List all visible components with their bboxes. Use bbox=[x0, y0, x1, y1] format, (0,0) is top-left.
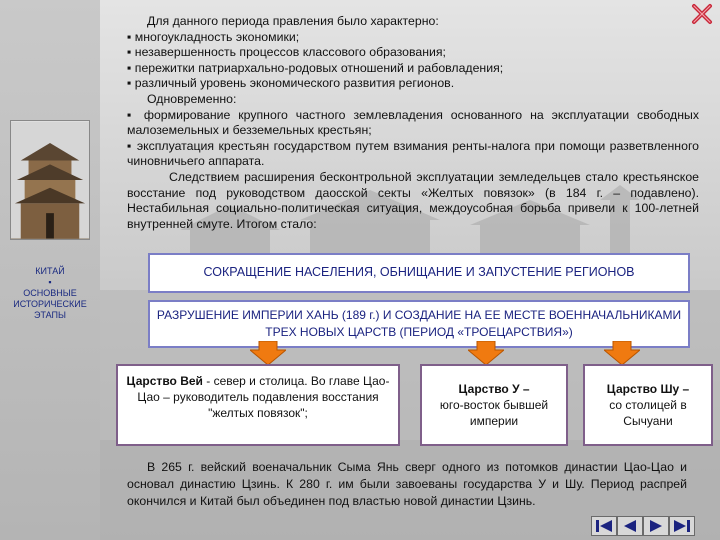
bullet-item: ▪ незавершенность процессов классового образования; bbox=[127, 45, 446, 60]
bullet-item: ▪ различный уровень экономического развития регионов. bbox=[127, 76, 455, 91]
meanwhile-text: Одновременно: bbox=[147, 91, 237, 106]
nav-china[interactable]: КИТАЙ bbox=[35, 266, 65, 276]
nav-main-3[interactable]: ЭТАПЫ bbox=[33, 310, 66, 320]
result-box-population: СОКРАЩЕНИЕ НАСЕЛЕНИЯ, ОБНИЩАНИЕ И ЗАПУСТЕНИЕ РЕГИОНОВ bbox=[148, 253, 690, 293]
kingdom-wu-text: юго-восток бывшей империи bbox=[439, 398, 549, 428]
bullet-item: ▪ многоукладность экономики; bbox=[127, 29, 300, 44]
kingdom-shu-text: со столицей в Сычуани bbox=[609, 398, 687, 428]
bullet-item: ▪ формирование крупного частного землевладения основанного на эксплуатации свободных малоземельных и безземельных крестьян; bbox=[127, 107, 699, 138]
prev-slide-icon bbox=[618, 517, 642, 535]
next-slide-button[interactable] bbox=[643, 516, 669, 536]
slide-nav bbox=[591, 516, 695, 536]
first-slide-button[interactable] bbox=[591, 516, 617, 536]
first-slide-icon bbox=[592, 517, 616, 535]
close-icon[interactable] bbox=[690, 2, 714, 26]
pagoda-photo bbox=[10, 120, 90, 240]
last-slide-button[interactable] bbox=[669, 516, 695, 536]
kingdom-wu-title: Царство У – bbox=[458, 382, 530, 396]
last-slide-icon bbox=[670, 517, 694, 535]
prev-slide-button[interactable] bbox=[617, 516, 643, 536]
arrow-down-icon bbox=[250, 341, 286, 365]
bullet-item: ▪ эксплуатация крестьян государством путем взимания ренты-налога при помощи разветвленного чиновничьего аппарата. bbox=[127, 138, 699, 169]
arrow-down-icon bbox=[468, 341, 504, 365]
left-sidebar bbox=[0, 0, 100, 540]
result-box-empire: РАЗРУШЕНИЕ ИМПЕРИИ ХАНЬ (189 г.) И СОЗДАНИЕ НА ЕЕ МЕСТЕ ВОЕННАЧАЛЬНИКАМИ ТРЕХ НОВЫХ ЦАРСТВ (ПЕРИОД «ТРОЕЦАРСТВИЯ») bbox=[148, 300, 690, 348]
kingdom-wei-title: Царство Вей bbox=[126, 374, 203, 388]
nav-main-1[interactable]: ОСНОВНЫЕ bbox=[23, 288, 77, 298]
main-text bbox=[127, 14, 699, 232]
kingdom-shu-title: Царство Шу – bbox=[606, 382, 690, 396]
next-slide-icon bbox=[644, 517, 668, 535]
left-nav-menu[interactable] bbox=[0, 266, 100, 321]
kingdom-shu-box bbox=[583, 364, 713, 446]
kingdom-wei-text: - север и столица. Во главе Цао-Цао – руководитель подавления восстания "желтых повязок"; bbox=[137, 374, 390, 420]
bullet-item: ▪ пережитки патриархально-родовых отношений и рабовладения; bbox=[127, 60, 504, 75]
consequence-text: Следствием расширения бесконтрольной эксплуатации земледельцев стало крестьянское восстание под руководством даосской секты «Желтых повязок» (в 184 г. – подавлено). Нестабильная социально-политическая ситуация, междоусобная борьба привели к 100-летней внутренней смуте. Итогом стало: bbox=[127, 169, 699, 231]
arrow-down-icon bbox=[604, 341, 640, 365]
kingdom-wu-box bbox=[420, 364, 568, 446]
nav-main-2[interactable]: ИСТОРИЧЕСКИЕ bbox=[13, 299, 87, 309]
kingdom-wei-box bbox=[116, 364, 400, 446]
bottom-paragraph: В 265 г. вейский военачальник Сыма Янь сверг одного из потомков династии Цао-Цао и основал династию Цзинь. К 280 г. им были завоеваны государства У и Шу. Период распрей окончился и Китай был объединен под властью новой династии Цзинь. bbox=[127, 460, 687, 508]
nav-bullet: ▪ bbox=[48, 277, 52, 287]
intro-text: Для данного периода правления было характерно: bbox=[147, 14, 439, 28]
